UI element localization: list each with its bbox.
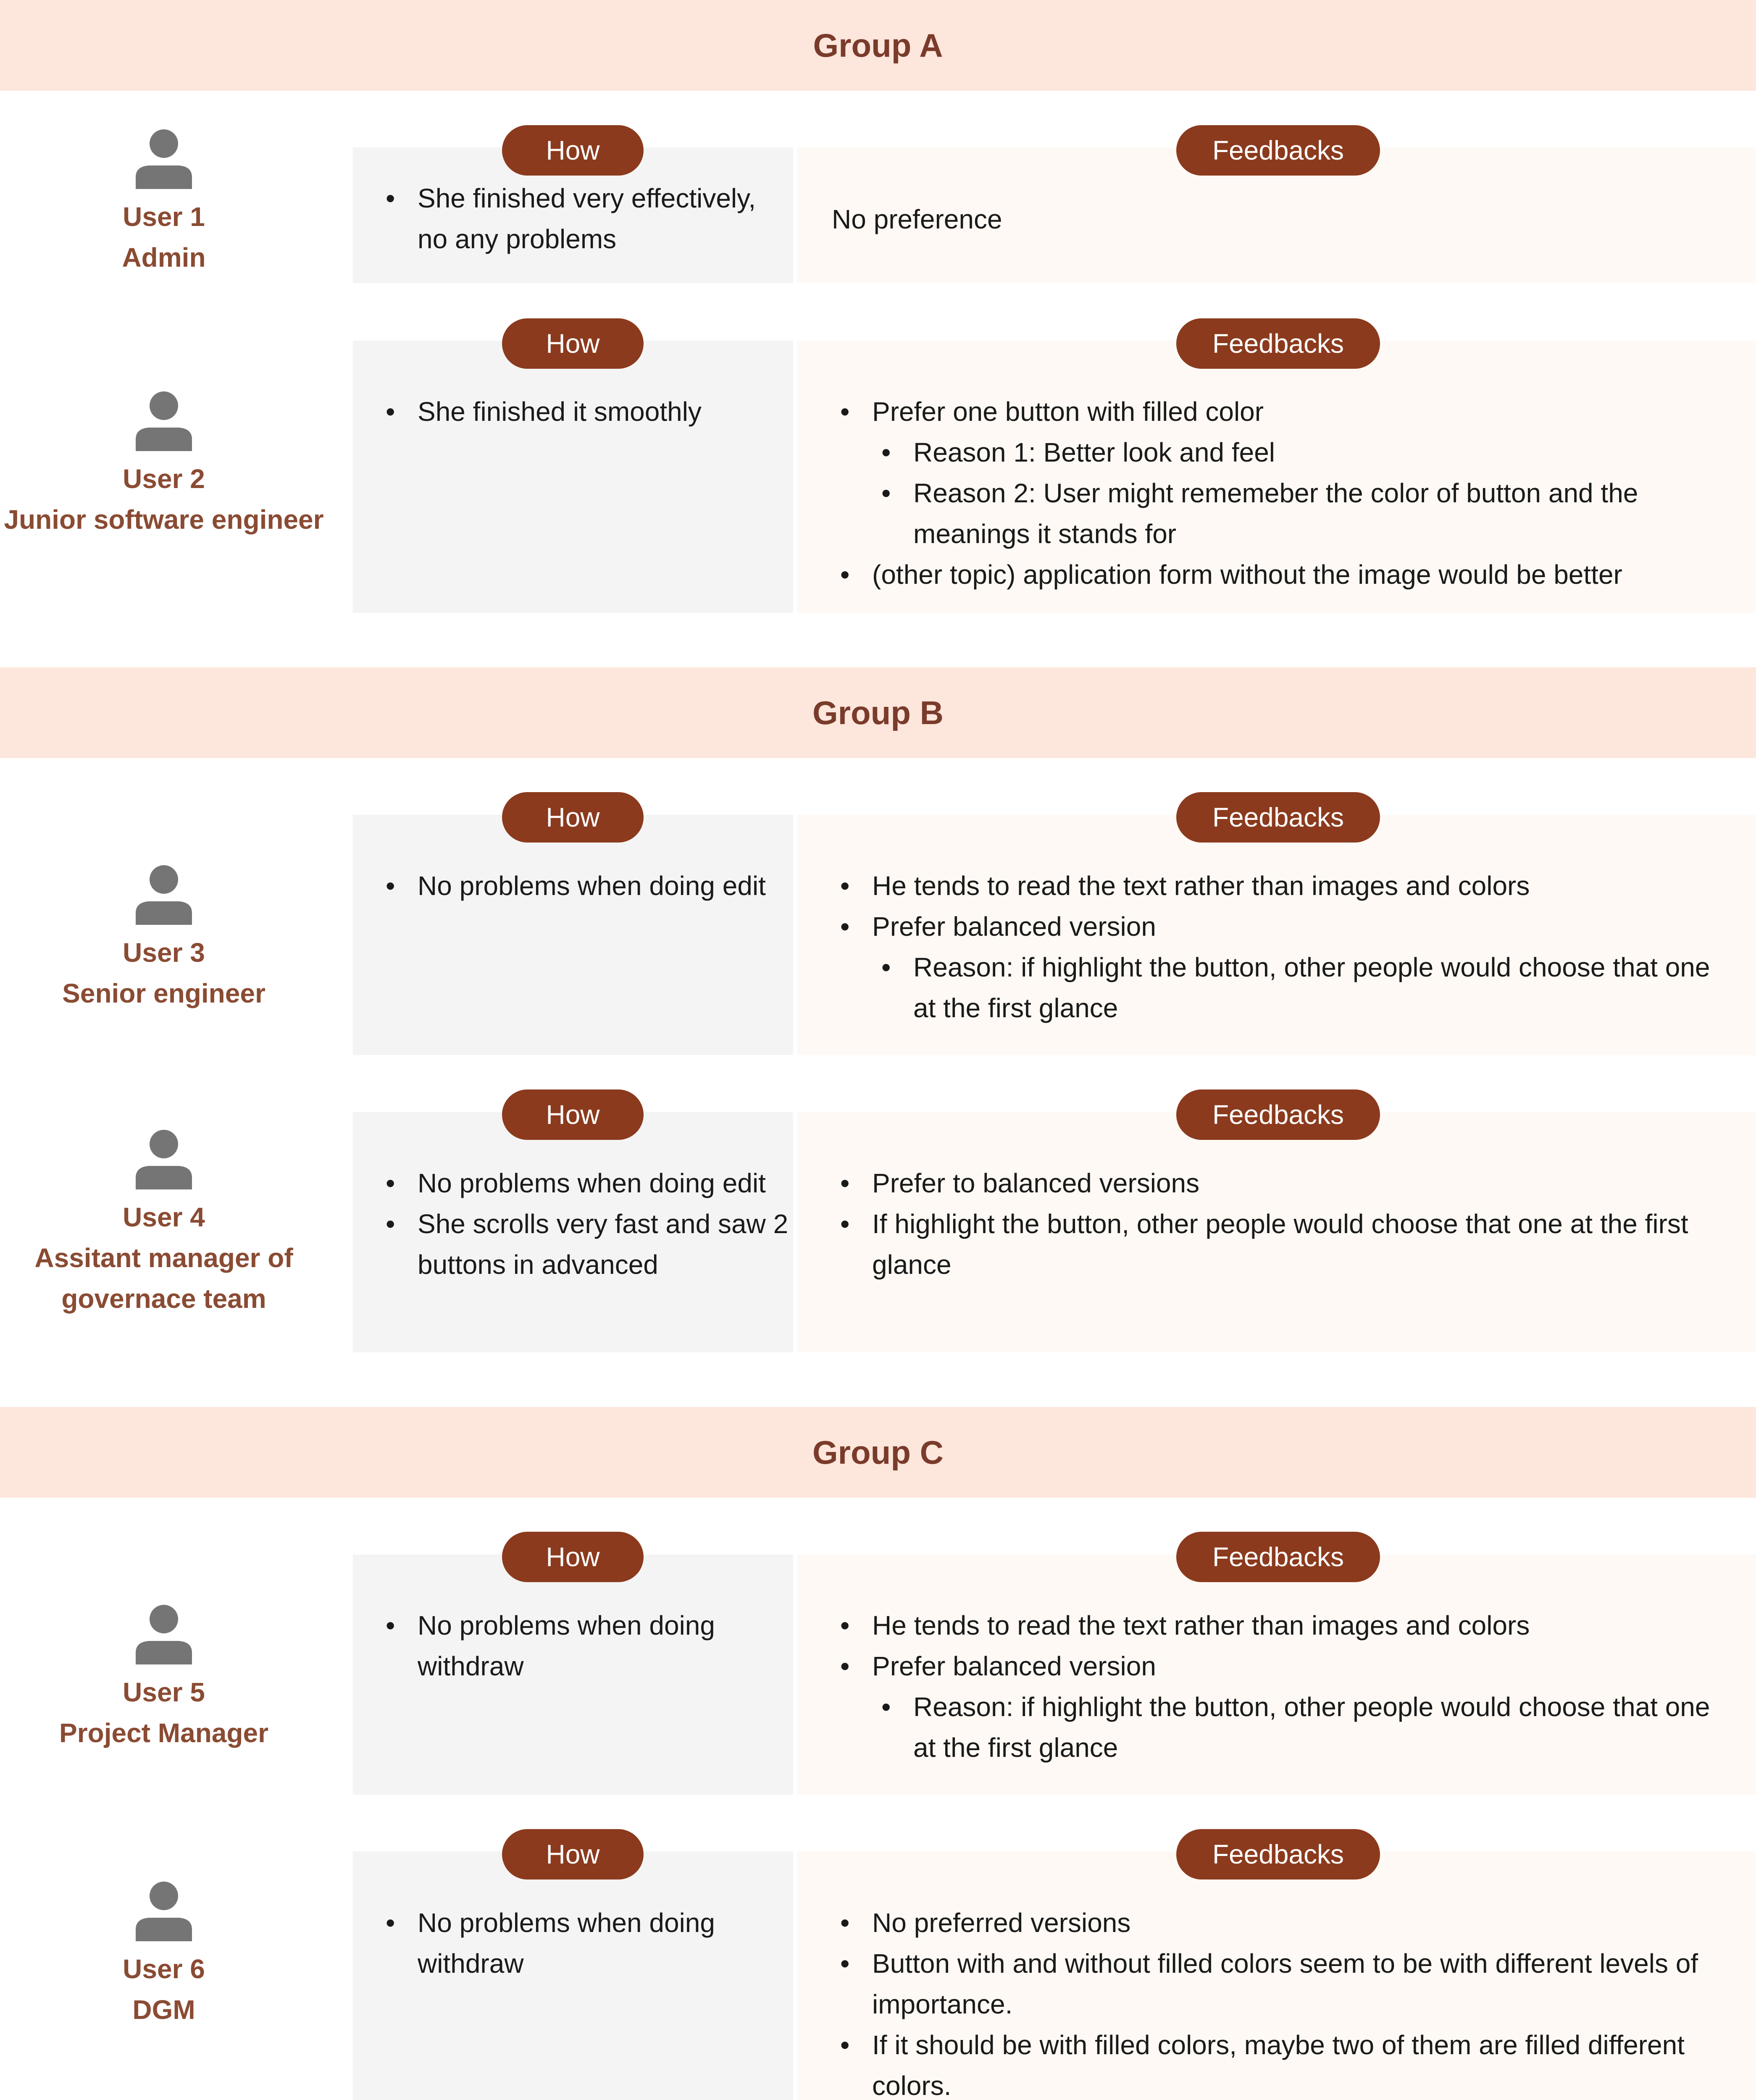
feedback-plain: No preference (832, 204, 1002, 234)
user-name: User 4 (123, 1202, 205, 1232)
feedbacks-label-pill: Feedbacks (1176, 792, 1380, 843)
how-label-pill: How (502, 318, 644, 369)
user-role: Senior engineer (62, 978, 266, 1008)
user-role: DGM (132, 1995, 195, 2025)
how-item: • She finished it smoothly (386, 391, 789, 432)
feedback-item: • He tends to read the text rather than images and colors (840, 1605, 1739, 1646)
how-panel (353, 341, 793, 613)
feedback-text (840, 1163, 1739, 1285)
feedback-item: • Prefer balanced version • Reason: if highlight the button, other people would choose that one at the first glance (840, 1646, 1739, 1768)
how-item: • No problems when doing edit (386, 1163, 789, 1204)
user-name: User 3 (123, 937, 205, 968)
how-item: • No problems when doing edit (386, 866, 789, 906)
feedback-text (832, 199, 1731, 240)
feedback-text (840, 1605, 1739, 1768)
user-name: User 5 (123, 1677, 205, 1707)
user-name: User 6 (123, 1954, 205, 1984)
user-icon (132, 1878, 195, 1941)
user-icon (132, 126, 195, 189)
user-role: Junior software engineer (4, 504, 324, 535)
how-item: • She finished very effectively, no any problems (386, 178, 789, 260)
how-label-pill: How (502, 1089, 644, 1140)
feedback-item: • No preferred versions (840, 1903, 1739, 1943)
user-3-profile (0, 862, 328, 1014)
feedback-item: • Button with and without filled colors seem to be with different levels of importance. (840, 1943, 1739, 2025)
group-c-header: Group C (0, 1407, 1756, 1498)
how-text (386, 178, 789, 260)
feedback-subitem: • Reason 1: Better look and feel (881, 432, 1739, 473)
how-text (386, 391, 789, 432)
how-label-pill: How (502, 792, 644, 843)
how-panel (353, 815, 793, 1055)
feedback-subitem: • Reason: if highlight the button, other people would choose that one at the first glance (881, 1687, 1739, 1768)
how-text (386, 1163, 789, 1285)
group-a-header: Group A (0, 0, 1756, 91)
feedback-item: • Prefer to balanced versions (840, 1163, 1739, 1204)
feedbacks-label-pill: Feedbacks (1176, 1089, 1380, 1140)
feedbacks-label-pill: Feedbacks (1176, 125, 1380, 176)
feedback-item: • If highlight the button, other people would choose that one at the first glance (840, 1204, 1739, 1285)
feedbacks-label-pill: Feedbacks (1176, 1829, 1380, 1880)
group-b-header: Group B (0, 667, 1756, 758)
user-name: User 2 (123, 464, 205, 494)
user-icon (132, 388, 195, 451)
feedback-subitem: • Reason: if highlight the button, other people would choose that one at the first glance (881, 947, 1739, 1029)
user-icon (132, 1601, 195, 1664)
user-4-profile (0, 1126, 328, 1319)
feedback-text (840, 391, 1739, 595)
how-item: • No problems when doing withdraw (386, 1605, 789, 1687)
feedback-item: • If it should be with filled colors, maybe two of them are filled different colors. (840, 2025, 1739, 2100)
feedback-item: • He tends to read the text rather than images and colors (840, 866, 1739, 906)
how-item: • She scrolls very fast and saw 2 buttons in advanced (386, 1204, 789, 1285)
feedback-item: • (other topic) application form without the image would be better (840, 554, 1739, 595)
user-2-profile (0, 388, 328, 540)
how-label-pill: How (502, 1829, 644, 1880)
how-label-pill: How (502, 125, 644, 176)
user-5-profile (0, 1601, 328, 1754)
feedbacks-label-pill: Feedbacks (1176, 318, 1380, 369)
user-role: Admin (122, 242, 206, 273)
user-role: Assitant manager of governace team (34, 1243, 293, 1314)
user-icon (132, 1126, 195, 1189)
feedback-text (840, 1903, 1739, 2100)
how-text (386, 1903, 789, 1984)
how-text (386, 1605, 789, 1687)
user-6-profile (0, 1878, 328, 2030)
how-text (386, 866, 789, 906)
feedback-subitem: • Reason 2: User might rememeber the color of button and the meanings it stands for (881, 473, 1739, 554)
feedback-text (840, 866, 1739, 1029)
feedback-item: • Prefer one button with filled color • Reason 1: Better look and feel • Reason 2: User might rememeber the color of button and the meanings it stands for (840, 391, 1739, 554)
how-label-pill: How (502, 1532, 644, 1582)
user-role: Project Manager (59, 1718, 268, 1748)
how-item: • No problems when doing withdraw (386, 1903, 789, 1984)
user-name: User 1 (123, 202, 205, 232)
user-1-profile (0, 126, 328, 278)
user-icon (132, 862, 195, 925)
feedbacks-label-pill: Feedbacks (1176, 1532, 1380, 1582)
feedback-item: • Prefer balanced version • Reason: if highlight the button, other people would choose that one at the first glance (840, 906, 1739, 1029)
